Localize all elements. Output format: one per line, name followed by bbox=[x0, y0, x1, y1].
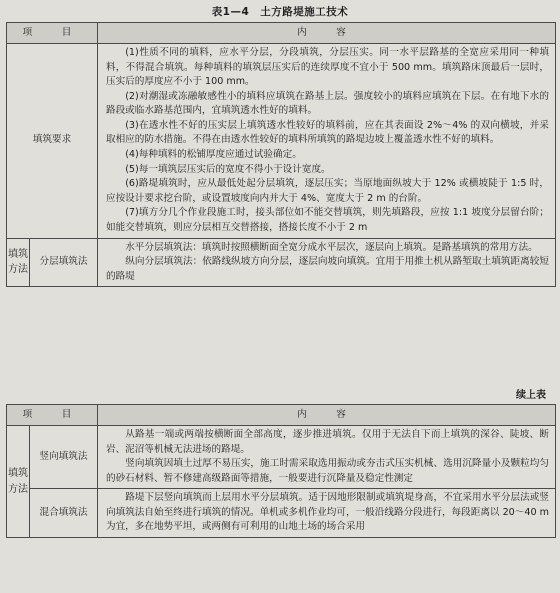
row-label-layered: 分层填筑法 bbox=[30, 238, 98, 287]
paragraph: (4)每种填料的松铺厚度应通过试验确定。 bbox=[125, 149, 302, 161]
layered-content bbox=[98, 238, 556, 287]
table-row bbox=[7, 489, 556, 538]
paragraph: (3)在透水性不好的压实层上填筑透水性较好的填料前，应在其表面设 2%～4% 的双向横坡，并采取相应的防水措施。不得在由透水性较好的填料所填筑的路堤边坡上覆盖透水性不好的填料。 bbox=[106, 119, 549, 146]
table-title: 表1—4 土方路堤施工技术 bbox=[211, 6, 349, 18]
construction-table-part2 bbox=[6, 404, 556, 538]
header-content: 内 容 bbox=[98, 23, 556, 44]
row-label-vertical: 竖向填筑法 bbox=[30, 426, 98, 489]
header-item: 项 目 bbox=[7, 405, 98, 426]
vertical-content bbox=[98, 426, 556, 489]
table-row bbox=[7, 44, 556, 239]
header-content: 内 容 bbox=[98, 405, 556, 426]
method-group-label: 填筑方法 bbox=[7, 238, 30, 287]
table-row bbox=[7, 238, 556, 287]
paragraph: 路堤下层竖向填筑而上层用水平分层填筑。适于因地形限制或填筑堤身高，不宜采用水平分层法或竖向填筑法自始至终进行填筑的情况。单机或多机作业均可，一般沿线路分段进行，每段距离以 20～40 m 为宜，多在地势平坦，或两侧有可利用的山地土场的场合采用 bbox=[106, 492, 549, 533]
row-label-mixed: 混合填筑法 bbox=[30, 489, 98, 538]
continued-label: 续上表 bbox=[516, 390, 546, 401]
paragraph: 竖向填筑因填土过厚不易压实，施工时需采取选用振动或夯击式压实机械、选用沉降量小及颗粒均匀的砂石材料、暂不修建高级路面等措施，一般要进行沉降量及稳定性测定 bbox=[106, 458, 549, 484]
table-header-row bbox=[7, 23, 556, 44]
paragraph: (7)填方分几个作业段施工时，接头部位如不能交替填筑，则先填路段，应按 1:1 坡度分层留台阶；如能交替填筑，则应分层相互交替搭接，搭接长度不小于 2 m bbox=[106, 207, 549, 233]
paragraph: (6)路堤填筑时，应从最低处起分层填筑，逐层压实；当原地面纵坡大于 12% 或横坡陡于 1:5 时，应按设计要求挖台阶，或设置坡度向内并大于 4%、宽度大于 2 m 的台阶。 bbox=[106, 178, 549, 204]
table-header-row bbox=[7, 405, 556, 426]
table-row bbox=[7, 426, 556, 489]
paragraph: (1)性质不同的填料，应水平分层，分段填筑，分层压实。同一水平层路基的全宽应采用同一种填料，不得混合填筑。每种填料的填筑层压实后的连续厚度不宜小于 500 mm。填筑路床顶最后一层时，压实后的厚度应不小于 100 mm。 bbox=[106, 47, 549, 88]
paragraph: 水平分层填筑法：填筑时按照横断面全宽分成水平层次，逐层向上填筑。是路基填筑的常用方法。 bbox=[125, 241, 538, 253]
paragraph: (2)对潮湿或冻融敏感性小的填料应填筑在路基上层。强度较小的填料应填筑在下层。在有地下水的路段或临水路基范围内，宜填筑透水性好的填料。 bbox=[106, 90, 549, 117]
paragraph: 从路基一端或两端按横断面全部高度，逐步推进填筑。仅用于无法自下而上填筑的深谷、陡坡、断岩、泥沼等机械无法进场的路堤。 bbox=[106, 429, 549, 455]
header-item: 项 目 bbox=[7, 23, 98, 44]
paragraph: 纵向分层填筑法：依路线纵坡方向分层，逐层向坡向填筑。宜用于用推土机从路堑取土填筑距离较短的路堤 bbox=[106, 256, 549, 282]
row-label-fill-requirements: 填筑要求 bbox=[7, 44, 98, 239]
construction-table-part1 bbox=[6, 22, 556, 287]
paragraph: (5)每一填筑层压实后的宽度不得小于设计宽度。 bbox=[125, 163, 331, 175]
method-group-label: 填筑方法 bbox=[7, 426, 30, 538]
fill-requirements-content bbox=[98, 44, 556, 239]
mixed-content bbox=[98, 489, 556, 538]
